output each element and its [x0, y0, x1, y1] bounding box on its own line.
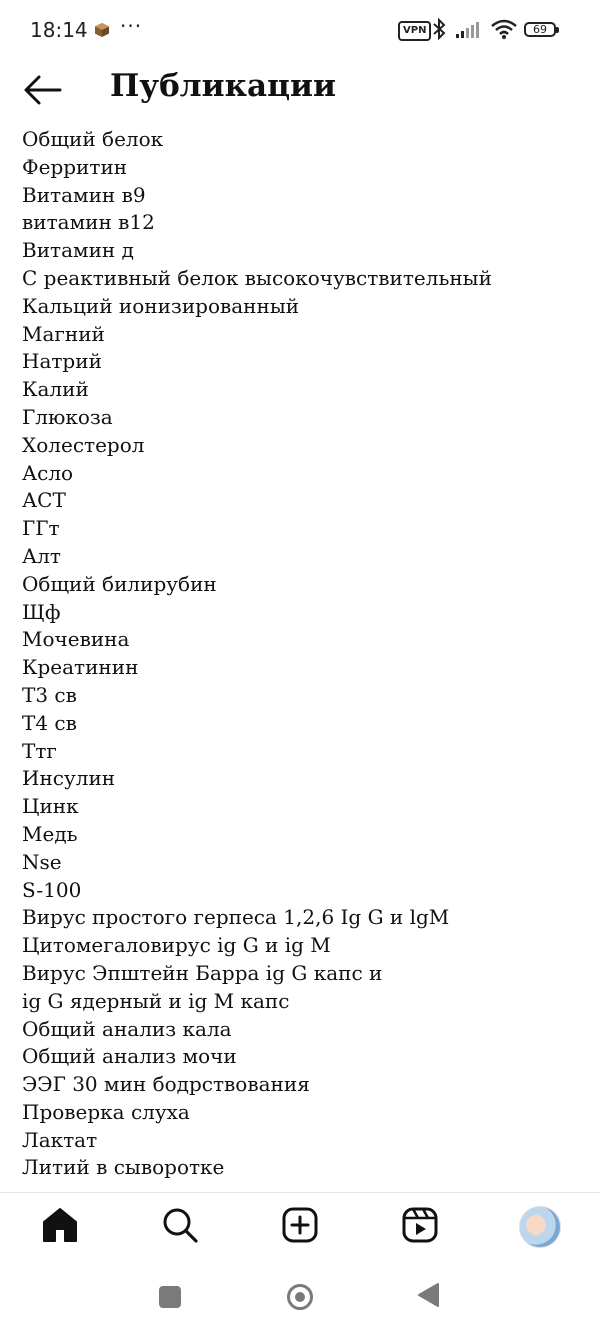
home-circle-icon [287, 1284, 313, 1310]
wifi-icon [490, 18, 518, 44]
recents-icon [159, 1286, 181, 1308]
text-line: Nse [22, 849, 62, 874]
text-line: Проверка слуха [22, 1099, 190, 1124]
text-line: Общий анализ мочи [22, 1044, 237, 1069]
text-line: Натрий [22, 349, 102, 374]
arrow-left-icon [22, 93, 62, 112]
text-line: витамин в12 [22, 210, 155, 235]
post-text [22, 126, 582, 1182]
profile-avatar [519, 1206, 561, 1248]
bottom-nav [0, 1192, 600, 1265]
text-line: ЭЭГ 30 мин бодрствования [22, 1072, 310, 1097]
text-line: Щф [22, 599, 61, 624]
create-icon [281, 1206, 319, 1248]
system-back-button[interactable] [413, 1282, 443, 1312]
text-line: ГГт [22, 516, 60, 541]
text-line: Холестерол [22, 432, 145, 457]
battery-indicator: 69 [524, 22, 556, 37]
text-line: Лактат [22, 1127, 98, 1152]
text-line: Ферритин [22, 154, 128, 179]
home-icon [41, 1207, 79, 1247]
system-home-button[interactable] [285, 1282, 315, 1312]
nav-profile-button[interactable] [518, 1205, 562, 1249]
nav-home-button[interactable] [38, 1205, 82, 1249]
text-line: Вирус простого герпеса 1,2,6 Ig G и lgM [22, 905, 450, 930]
text-line: Т3 св [22, 682, 77, 707]
status-bar [0, 0, 600, 60]
text-line: Магний [22, 321, 105, 346]
text-line: Глюкоза [22, 404, 113, 429]
nav-reels-button[interactable] [398, 1205, 442, 1249]
back-button[interactable] [22, 72, 62, 108]
text-line: Инсулин [22, 766, 116, 791]
text-line: Общий белок [22, 127, 164, 151]
text-line: S-100 [22, 877, 82, 902]
text-line: Ттг [22, 738, 57, 763]
text-line: Литий в сыворотке [22, 1155, 225, 1180]
text-line: Витамин в9 [22, 182, 146, 207]
vpn-badge: VPN [398, 21, 431, 41]
header [0, 60, 600, 120]
text-line: ig G ядерный и ig M капс [22, 988, 290, 1013]
bluetooth-icon [432, 18, 446, 44]
text-line: Вирус Эпштейн Барра ig G капс и [22, 960, 383, 985]
recents-button[interactable] [155, 1282, 185, 1312]
text-line: Общий билирубин [22, 571, 217, 596]
reels-icon [401, 1206, 439, 1248]
app-notification-icon [94, 22, 110, 38]
text-line: Мочевина [22, 627, 130, 652]
text-line: Общий анализ кала [22, 1016, 232, 1041]
status-time: 18:14 [30, 18, 88, 42]
status-more-icon: ··· [120, 14, 143, 38]
system-nav [0, 1264, 600, 1332]
text-line: Т4 св [22, 710, 77, 735]
text-line: Калий [22, 377, 89, 402]
text-line: АСТ [22, 488, 66, 513]
text-line: Медь [22, 821, 78, 846]
text-line: Витамин д [22, 238, 134, 263]
text-line: Цитомегаловирус ig G и ig M [22, 933, 331, 958]
nav-search-button[interactable] [158, 1205, 202, 1249]
text-line: Цинк [22, 794, 79, 819]
text-line: С реактивный белок высокочувствительный [22, 265, 492, 290]
search-icon [161, 1206, 199, 1248]
back-triangle-icon [416, 1282, 440, 1312]
text-line: Алт [22, 543, 61, 568]
text-line: Асло [22, 460, 74, 485]
page-title: Публикации [110, 68, 337, 104]
text-line: Кальций ионизированный [22, 293, 300, 318]
nav-create-button[interactable] [278, 1205, 322, 1249]
text-line: Креатинин [22, 655, 139, 680]
signal-icon [456, 20, 484, 42]
